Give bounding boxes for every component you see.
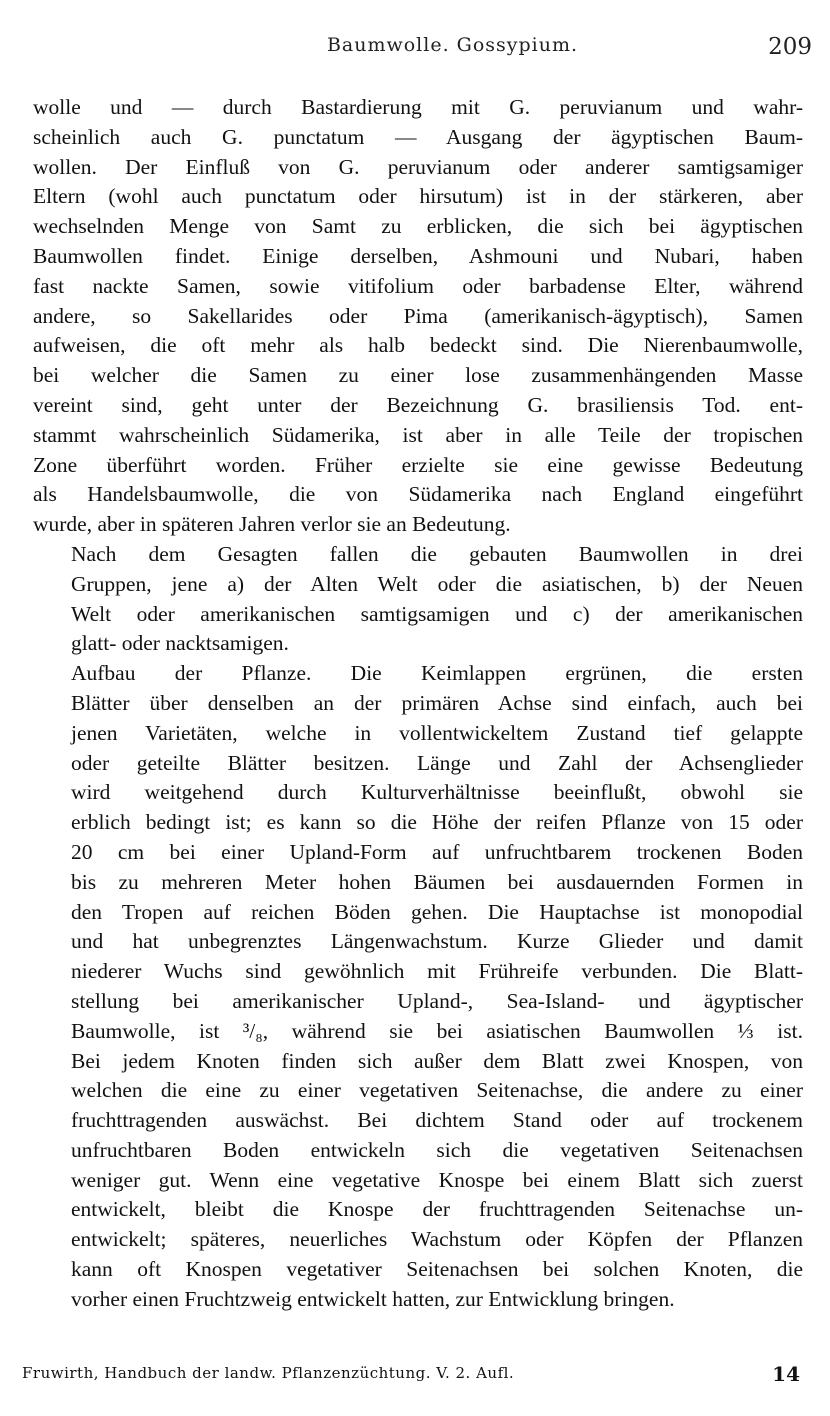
text-line: welchen die eine zu einer vegetativen Seitenachse, die andere zu einer: [71, 1078, 803, 1103]
body-text: [33, 93, 803, 1315]
text-line: bis zu mehreren Meter hohen Bäumen bei ausdauernden Formen in: [71, 869, 803, 894]
footer-source: Fruwirth, Handbuch der landw. Pflanzenzüchtung. V. 2. Aufl.: [22, 1364, 515, 1382]
text-line: bei welcher die Samen zu einer lose zusammenhängenden Masse: [33, 363, 803, 388]
text-line: als Handelsbaumwolle, die von Südamerika nach England eingeführt: [33, 482, 803, 507]
text-line: Blätter über denselben an der primären Achse sind einfach, auch bei: [71, 690, 803, 715]
text-line: fast nackte Samen, sowie vitifolium oder barbadense Elter, während: [33, 273, 803, 298]
text-line: jenen Varietäten, welche in vollentwickeltem Zustand tief gelappte: [71, 720, 803, 745]
text-line: Nach dem Gesagten fallen die gebauten Baumwollen in drei: [71, 541, 803, 566]
text-line: 20 cm bei einer Upland-Form auf unfruchtbarem trockenen Boden: [71, 839, 803, 864]
page-number: 209: [768, 34, 812, 60]
text-line: wolle und — durch Bastardierung mit G. peruvianum und wahr-: [33, 95, 803, 119]
text-line: Gruppen, jene a) der Alten Welt oder die asiatischen, b) der Neuen: [71, 571, 803, 596]
page-footer: [22, 1362, 800, 1390]
running-head: [33, 34, 812, 64]
text-line: niederer Wuchs sind gewöhnlich mit Frühreife verbunden. Die Blatt-: [71, 959, 803, 984]
text-line: unfruchtbaren Boden entwickeln sich die vegetativen Seitenachsen: [71, 1137, 803, 1162]
text-line: stammt wahrscheinlich Südamerika, ist aber in alle Teile der tropischen: [33, 422, 803, 447]
text-line: vereint sind, geht unter der Bezeichnung G. brasiliensis Tod. ent-: [33, 392, 803, 417]
text-line: aufweisen, die oft mehr als halb bedeckt sind. Die Nierenbaumwolle,: [33, 333, 803, 358]
text-line: und hat unbegrenztes Längenwachstum. Kurze Glieder und damit: [71, 929, 803, 954]
text-line: entwickelt, bleibt die Knospe der fruchttragenden Seitenachse un-: [71, 1197, 803, 1222]
text-line: Eltern (wohl auch punctatum oder hirsutum) ist in der stärkeren, aber: [33, 184, 803, 209]
text-line: wird weitgehend durch Kulturverhältnisse beeinflußt, obwohl sie: [71, 780, 803, 805]
text-line: vorher einen Fruchtzweig entwickelt hatten, zur Entwicklung bringen.: [71, 1286, 675, 1311]
text-line: erblich bedingt ist; es kann so die Höhe der reifen Pflanze von 15 oder: [71, 810, 803, 835]
text-line: scheinlich auch G. punctatum — Ausgang der ägyptischen Baum-: [33, 124, 803, 149]
paragraph: [33, 93, 803, 540]
text-line: kann oft Knospen vegetativer Seitenachsen bei solchen Knoten, die: [71, 1257, 803, 1282]
text-line: Aufbau der Pflanze. Die Keimlappen ergrünen, die ersten: [71, 661, 803, 686]
text-line: wollen. Der Einfluß von G. peruvianum oder anderer samtigsamiger: [33, 154, 803, 179]
paragraph: [33, 540, 803, 659]
text-line: Zone überführt worden. Früher erzielte sie eine gewisse Bedeutung: [33, 452, 803, 477]
text-line: stellung bei amerikanischer Upland-, Sea-Island- und ägyptischer: [71, 988, 803, 1013]
text-line: glatt- oder nacktsamigen.: [71, 631, 289, 656]
text-line: wurde, aber in späteren Jahren verlor sie an Bedeutung.: [33, 512, 511, 537]
text-line: fruchttragenden auswächst. Bei dichtem Stand oder auf trockenem: [71, 1108, 803, 1133]
text-line: Baumwolle, ist ³/₈, während sie bei asiatischen Baumwollen ⅓ ist.: [71, 1018, 803, 1043]
text-line: oder geteilte Blätter besitzen. Länge und Zahl der Achsenglieder: [71, 750, 803, 775]
text-line: Bei jedem Knoten finden sich außer dem Blatt zwei Knospen, von: [71, 1048, 803, 1073]
text-line: wechselnden Menge von Samt zu erblicken, die sich bei ägyptischen: [33, 214, 803, 239]
text-line: Baumwollen findet. Einige derselben, Ashmouni und Nubari, haben: [33, 243, 803, 268]
text-line: Welt oder amerikanischen samtigsamigen und c) der amerikanischen: [71, 601, 803, 626]
text-line: entwickelt; späteres, neuerliches Wachstum oder Köpfen der Pflanzen: [71, 1227, 803, 1252]
signature-mark: 14: [772, 1362, 800, 1386]
running-head-title: Baumwolle. Gossypium.: [326, 34, 579, 56]
paragraph: [33, 659, 803, 1315]
text-line: weniger gut. Wenn eine vegetative Knospe bei einem Blatt sich zuerst: [71, 1167, 803, 1192]
text-line: andere, so Sakellarides oder Pima (amerikanisch-ägyptisch), Samen: [33, 303, 803, 328]
text-line: den Tropen auf reichen Böden gehen. Die Hauptachse ist monopodial: [71, 899, 803, 924]
